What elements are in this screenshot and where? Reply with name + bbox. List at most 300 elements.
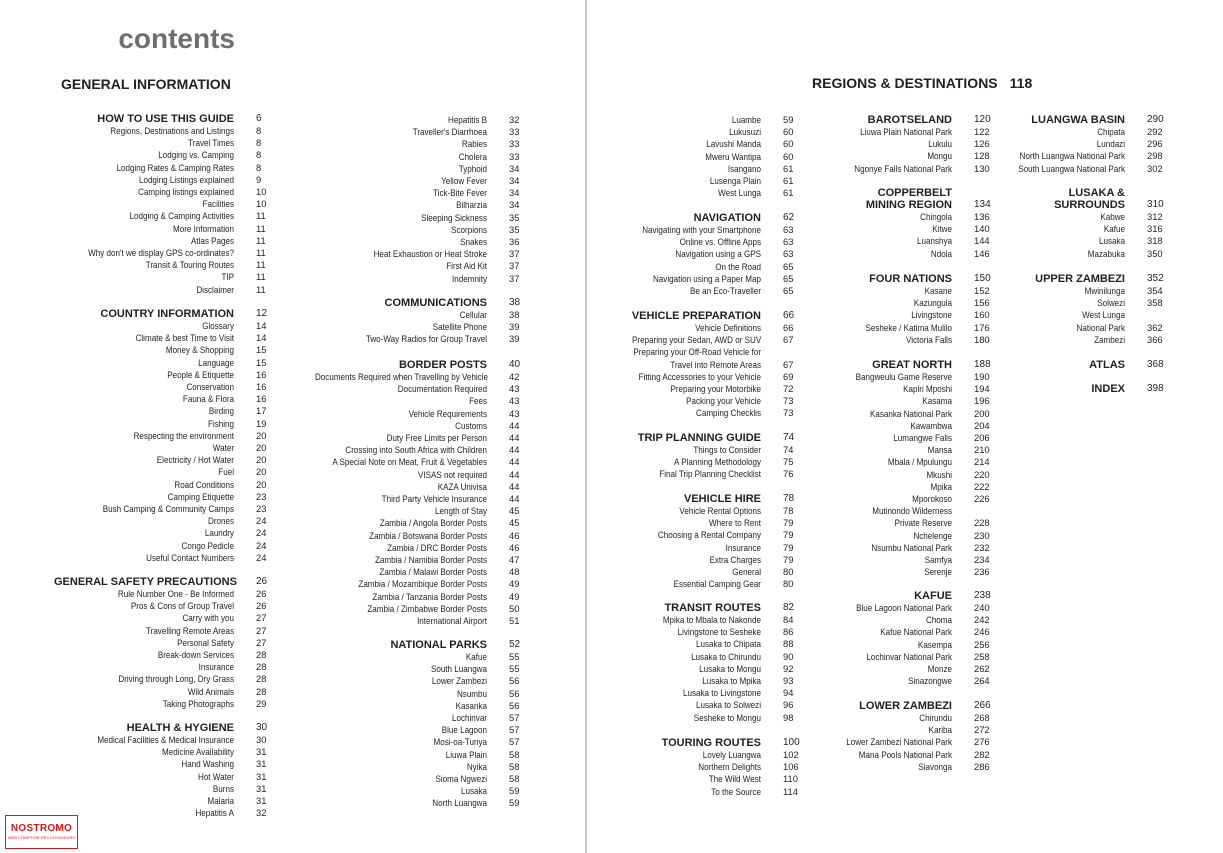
entry-page-number: 190 xyxy=(974,371,990,382)
entry-label: Kafue xyxy=(465,651,487,662)
toc-section xyxy=(611,602,794,724)
entry-page-number: 31 xyxy=(256,746,267,758)
entry-label: Zambia / Angola Border Posts xyxy=(379,517,487,529)
toc-section xyxy=(822,700,991,773)
toc-entry xyxy=(54,320,267,332)
section-page-number: 352 xyxy=(1147,273,1164,284)
toc-entry xyxy=(54,527,267,539)
entry-page-number: 57 xyxy=(509,736,520,748)
toc-entry xyxy=(54,186,266,198)
entry-page-number: 79 xyxy=(783,553,794,565)
entry-label: Essential Camping Gear xyxy=(673,578,761,590)
entry-label: Kasanka xyxy=(455,699,487,711)
toc-entry xyxy=(822,651,991,663)
toc-entry xyxy=(54,491,267,503)
toc-entry xyxy=(822,530,991,542)
toc-entry xyxy=(611,675,794,687)
entry-page-number: 51 xyxy=(509,615,520,627)
toc-entry xyxy=(822,626,991,638)
entry-label: Lodging vs. Camping xyxy=(158,149,234,161)
toc-entry xyxy=(54,332,267,344)
entry-label: Mporokoso xyxy=(912,493,952,505)
toc-entry xyxy=(822,505,991,517)
entry-label: Mpika to Mbala to Nakonde xyxy=(662,614,761,625)
entry-label: Nchelenge xyxy=(913,529,952,541)
entry-page-number: 75 xyxy=(783,456,794,468)
toc-section xyxy=(985,273,1164,346)
toc-entry xyxy=(822,408,991,420)
entry-label: Driving through Long, Dry Grass xyxy=(118,673,234,685)
section-page-number: 74 xyxy=(783,432,795,443)
entry-page-number: 45 xyxy=(509,517,520,529)
toc-entry xyxy=(287,469,520,481)
toc-entry xyxy=(822,383,991,395)
entry-page-number: 65 xyxy=(783,285,794,297)
section-page-number: 82 xyxy=(783,602,795,613)
entry-label: Victoria Falls xyxy=(905,333,952,345)
section-title: GREAT NORTH xyxy=(872,359,952,371)
toc-section-heading xyxy=(822,114,991,126)
toc-section xyxy=(287,359,520,627)
entry-label: Useful Contact Numbers xyxy=(146,551,234,563)
entry-page-number: 10 xyxy=(256,186,267,198)
entry-page-number: 206 xyxy=(974,432,990,444)
entry-page-number: 144 xyxy=(974,235,990,247)
entry-page-number: 350 xyxy=(1147,247,1163,259)
toc-entry xyxy=(822,736,991,748)
toc-entry xyxy=(985,211,1164,223)
entry-label: Mpika xyxy=(930,480,952,492)
entry-page-number: 66 xyxy=(783,322,794,333)
toc-entry xyxy=(822,639,991,651)
toc-entry xyxy=(611,529,794,541)
section-page-number: 120 xyxy=(974,114,991,125)
toc-entry xyxy=(54,649,267,661)
toc-entry xyxy=(287,138,519,150)
entry-page-number: 86 xyxy=(783,626,794,638)
toc-entry xyxy=(611,663,794,675)
toc-section xyxy=(611,114,793,199)
toc-entry xyxy=(611,395,794,407)
toc-entry xyxy=(54,430,267,442)
entry-page-number: 234 xyxy=(974,554,990,566)
toc-entry xyxy=(54,466,267,478)
entry-page-number: 318 xyxy=(1147,235,1163,247)
toc-entry xyxy=(611,187,793,199)
section-title: COUNTRY INFORMATION xyxy=(100,308,234,320)
toc-entry xyxy=(54,734,267,746)
entry-page-number: 228 xyxy=(974,517,990,529)
entry-page-number: 316 xyxy=(1147,223,1163,235)
entry-page-number: 17 xyxy=(256,405,267,417)
entry-label: Northern Delights xyxy=(698,761,761,773)
entry-page-number: 60 xyxy=(783,138,794,150)
entry-page-number: 15 xyxy=(256,356,267,368)
entry-label: Lusaka xyxy=(1098,235,1125,247)
entry-page-number: 286 xyxy=(974,760,990,772)
entry-label: Mazabuka xyxy=(1087,247,1125,259)
entry-label: Kariba xyxy=(928,724,952,736)
toc-section xyxy=(611,432,794,481)
entry-label: Fitting Accessories to your Vehicle xyxy=(638,370,761,382)
entry-page-number: 362 xyxy=(1147,321,1163,333)
toc-entry xyxy=(822,211,991,223)
toc-entry xyxy=(985,334,1164,346)
entry-label: Hepatitis A xyxy=(195,807,234,819)
toc-entry xyxy=(822,542,991,554)
entry-label: Sleeping Sickness xyxy=(421,211,487,223)
entry-label: Lochinvar xyxy=(452,712,487,724)
entry-label: Lower Zambezi xyxy=(431,675,487,687)
entry-label: Indemnity xyxy=(452,272,487,284)
entry-label: Kawambwa xyxy=(910,419,952,431)
toc-entry xyxy=(822,675,991,687)
entry-page-number: 46 xyxy=(509,541,520,553)
toc-entry xyxy=(287,260,519,272)
entry-label: Livingstone to Sesheke xyxy=(677,626,761,638)
toc-entry xyxy=(985,223,1164,235)
section-page-number: 266 xyxy=(974,700,991,711)
entry-label: Zambia / Namibia Border Posts xyxy=(374,554,487,566)
toc-entry xyxy=(822,493,991,505)
toc-entry xyxy=(54,454,267,466)
toc-entry xyxy=(611,505,794,517)
entry-label: TIP xyxy=(221,271,234,283)
entry-label: KAZA Univisa xyxy=(437,480,487,492)
entry-page-number: 76 xyxy=(783,468,794,480)
toc-section-heading xyxy=(822,590,991,602)
entry-page-number: 34 xyxy=(509,175,520,187)
entry-label: Facilities xyxy=(202,198,234,210)
entry-page-number: 19 xyxy=(256,417,267,429)
entry-label: Why don't we display GPS co-ordinates? xyxy=(88,247,234,259)
toc-entry xyxy=(611,273,794,285)
entry-label: Choma xyxy=(925,614,952,626)
section-page-number: 62 xyxy=(783,212,795,223)
entry-label: Personal Safety xyxy=(177,636,234,648)
toc-section xyxy=(287,297,520,346)
section-page-number: 6 xyxy=(256,113,262,124)
entry-label: Regions, Destinations and Listings xyxy=(110,125,234,136)
toc-entry xyxy=(54,479,267,491)
toc-entry xyxy=(611,626,794,638)
section-title: SURROUNDS xyxy=(1054,199,1125,211)
toc-section xyxy=(611,212,794,297)
toc-entry xyxy=(287,797,520,809)
entry-page-number: 20 xyxy=(256,478,267,490)
entry-page-number: 59 xyxy=(509,785,520,797)
entry-page-number: 8 xyxy=(256,125,262,136)
entry-label: Serenje xyxy=(924,566,952,578)
toc-entry xyxy=(54,284,266,296)
toc-entry xyxy=(822,163,991,175)
entry-label: Mutinondo Wilderness xyxy=(872,505,952,517)
toc-entry xyxy=(611,261,794,273)
toc-entry xyxy=(822,712,991,724)
entry-page-number: 31 xyxy=(256,782,267,794)
entry-page-number: 49 xyxy=(509,578,520,590)
toc-entry xyxy=(54,149,266,161)
entry-page-number: 60 xyxy=(783,150,794,162)
entry-page-number: 312 xyxy=(1147,211,1163,222)
entry-page-number: 43 xyxy=(509,383,520,395)
entry-label: General xyxy=(732,566,761,578)
entry-label: Insurance xyxy=(725,541,761,553)
entry-page-number: 20 xyxy=(256,454,267,466)
entry-page-number: 28 xyxy=(256,673,267,685)
entry-page-number: 28 xyxy=(256,685,267,697)
toc-entry xyxy=(54,661,267,673)
entry-label: Nsumbu xyxy=(456,687,487,699)
toc-entry xyxy=(611,322,794,334)
entry-label: Pros & Cons of Group Travel xyxy=(130,600,234,612)
toc-entry xyxy=(287,371,520,383)
entry-page-number: 8 xyxy=(256,149,262,161)
toc-entry xyxy=(54,162,266,174)
entry-page-number: 194 xyxy=(974,383,990,395)
entry-label: Taking Photographs xyxy=(162,697,234,709)
entry-label: Hepatitis B xyxy=(448,114,487,125)
toc-section-heading xyxy=(54,722,267,734)
entry-page-number: 58 xyxy=(509,760,520,772)
section-page-number: 310 xyxy=(1147,199,1164,210)
toc-entry xyxy=(611,383,794,395)
entry-page-number: 282 xyxy=(974,748,990,760)
toc-entry xyxy=(54,771,267,783)
entry-label: Carry with you xyxy=(182,612,234,624)
entry-page-number: 63 xyxy=(783,236,794,248)
section-page-number: 66 xyxy=(783,310,795,321)
entry-page-number: 14 xyxy=(256,320,267,331)
toc-entry xyxy=(287,566,520,578)
toc-entry xyxy=(54,673,267,685)
toc-entry xyxy=(611,334,794,346)
entry-label: Kasane xyxy=(924,285,952,296)
entry-label: Travel into Remote Areas xyxy=(670,358,761,370)
entry-page-number: 73 xyxy=(783,407,794,419)
toc-entry xyxy=(54,357,267,369)
toc-entry xyxy=(287,688,520,700)
entry-label: Nyika xyxy=(466,760,487,772)
entry-label: More Information xyxy=(173,222,234,234)
entry-page-number: 31 xyxy=(256,770,267,782)
entry-label: Samfya xyxy=(924,554,952,566)
entry-label: Mbala / Mpulungu xyxy=(887,456,952,468)
entry-page-number: 93 xyxy=(783,675,794,687)
entry-page-number: 50 xyxy=(509,602,520,614)
toc-entry xyxy=(287,199,519,211)
toc-entry xyxy=(611,517,794,529)
logo-text: NOSTROMO xyxy=(10,823,73,834)
toc-section-heading xyxy=(822,359,991,371)
entry-label: Road Conditions xyxy=(174,478,234,490)
entry-page-number: 44 xyxy=(509,444,520,456)
toc-entry xyxy=(287,761,520,773)
section-title: TRANSIT ROUTES xyxy=(664,602,761,614)
entry-page-number: 69 xyxy=(783,370,794,382)
entry-label: Lodging Listings explained xyxy=(138,173,234,185)
entry-label: Lovely Luangwa xyxy=(702,749,761,760)
entry-label: Lusaka to Chipata xyxy=(696,638,761,650)
entry-label: Luanshya xyxy=(917,235,952,247)
general-information-heading: GENERAL INFORMATION xyxy=(61,76,231,92)
entry-label: Fees xyxy=(469,395,487,407)
entry-label: Yellow Fever xyxy=(441,175,487,187)
entry-label: Navigating with your Smartphone xyxy=(642,224,761,235)
entry-label: Isangano xyxy=(727,162,761,174)
toc-entry xyxy=(287,663,520,675)
entry-label: Things to Consider xyxy=(693,444,761,455)
toc-entry xyxy=(985,322,1164,334)
toc-entry xyxy=(287,187,519,199)
entry-page-number: 61 xyxy=(783,187,794,199)
entry-label: Kafue xyxy=(1103,223,1125,235)
toc-entry xyxy=(287,432,520,444)
entry-label: Where to Rent xyxy=(709,517,761,529)
entry-label: Customs xyxy=(455,419,487,431)
toc-entry xyxy=(611,554,794,566)
entry-label: Sinazongwe xyxy=(908,675,952,687)
toc-entry xyxy=(54,381,267,393)
entry-label: Kasama xyxy=(922,395,952,407)
toc-entry xyxy=(611,371,794,383)
entry-label: Break-down Services xyxy=(157,649,234,661)
toc-section xyxy=(822,359,991,578)
entry-page-number: 60 xyxy=(783,126,794,138)
entry-label: Vehicle Requirements xyxy=(408,407,487,419)
entry-label: Cellular xyxy=(459,309,487,320)
entry-page-number: 55 xyxy=(509,651,520,662)
toc-entry xyxy=(611,773,800,785)
toc-entry xyxy=(611,138,793,150)
toc-entry xyxy=(287,724,520,736)
toc-section-heading xyxy=(611,310,794,322)
toc-entry xyxy=(822,566,991,578)
entry-label: Lusaka xyxy=(460,785,487,797)
entry-page-number: 11 xyxy=(256,271,266,283)
entry-page-number: 48 xyxy=(509,566,520,578)
entry-label: Lumangwe Falls xyxy=(893,432,952,444)
entry-label: Kapiri Mposhi xyxy=(903,383,952,395)
entry-label: Lodging Rates & Camping Rates xyxy=(116,161,234,173)
entry-page-number: 39 xyxy=(509,333,520,345)
entry-page-number: 59 xyxy=(783,114,794,125)
toc-section xyxy=(287,639,520,810)
entry-label: Lukusuzi xyxy=(729,126,761,138)
toc-entry xyxy=(54,405,267,417)
entry-label: Fauna & Flora xyxy=(182,393,234,405)
toc-entry xyxy=(822,517,991,529)
entry-page-number xyxy=(1125,309,1147,321)
toc-entry xyxy=(287,773,520,785)
entry-label: Typhoid xyxy=(458,162,487,174)
entry-label: North Luangwa xyxy=(432,797,487,809)
entry-label: Third Party Vehicle Insurance xyxy=(381,493,487,505)
entry-label: Malaria xyxy=(207,795,234,807)
toc-entry xyxy=(985,150,1164,162)
entry-page-number: 236 xyxy=(974,566,990,578)
entry-page-number: 11 xyxy=(256,247,266,259)
toc-entry xyxy=(54,393,267,405)
entry-label: Length of Stay xyxy=(434,505,487,517)
toc-entry xyxy=(287,420,520,432)
section-page-number: 238 xyxy=(974,590,991,601)
entry-label: Mongu xyxy=(927,150,952,162)
entry-label: Livingstone xyxy=(911,309,952,321)
entry-page-number: 96 xyxy=(783,699,794,711)
toc-entry xyxy=(287,321,520,333)
entry-label: Preparing your Motorbike xyxy=(670,383,761,395)
entry-page-number: 358 xyxy=(1147,297,1163,309)
section-page-number: 290 xyxy=(1147,114,1164,125)
toc-section xyxy=(985,114,1164,175)
entry-label: Blue Lagoon xyxy=(441,724,487,736)
section-page-number: 52 xyxy=(509,639,521,650)
entry-page-number: 232 xyxy=(974,541,990,553)
toc-entry xyxy=(54,271,266,283)
toc-section-heading xyxy=(54,308,267,320)
entry-page-number: 63 xyxy=(783,224,794,235)
toc-section-heading xyxy=(54,576,267,588)
toc-entry xyxy=(611,687,794,699)
entry-page-number: 176 xyxy=(974,321,990,333)
entry-page-number: 136 xyxy=(974,211,990,222)
toc-entry xyxy=(611,651,794,663)
entry-page-number: 65 xyxy=(783,272,794,284)
entry-page-number: 16 xyxy=(256,368,267,380)
entry-label: Kitwe xyxy=(932,223,952,235)
toc-section xyxy=(54,722,267,819)
toc-entry xyxy=(611,114,793,126)
entry-label: Liuwa Plain National Park xyxy=(860,126,952,137)
entry-page-number: 67 xyxy=(783,334,794,346)
entry-label: Mkushi xyxy=(926,468,952,480)
toc-entry xyxy=(611,163,793,175)
toc-entry xyxy=(611,749,800,761)
entry-page-number: 72 xyxy=(783,383,794,395)
entry-label: Mana Pools National Park xyxy=(858,748,952,760)
entry-label: Ngonye Falls National Park xyxy=(854,162,952,174)
toc-entry xyxy=(611,786,800,798)
toc-section-heading xyxy=(54,113,266,125)
entry-label: Language xyxy=(198,356,234,368)
toc-entry xyxy=(54,503,267,515)
entry-label: Zambia / Mozambique Border Posts xyxy=(358,578,487,590)
entry-label: Birding xyxy=(208,405,234,417)
entry-page-number: 354 xyxy=(1147,285,1163,296)
toc-entry xyxy=(822,150,991,162)
toc-entry xyxy=(822,481,991,493)
toc-entry xyxy=(822,602,991,614)
entry-page-number: 156 xyxy=(974,297,990,309)
toc-entry xyxy=(822,663,991,675)
entry-label: South Luangwa National Park xyxy=(1018,162,1125,174)
entry-page-number: 264 xyxy=(974,675,990,687)
entry-page-number: 160 xyxy=(974,309,990,321)
entry-label: Lusaka to Solwezi xyxy=(696,699,761,711)
toc-section-heading xyxy=(611,602,794,614)
toc-entry xyxy=(287,212,519,224)
entry-label: Atlas Pages xyxy=(190,234,234,246)
entry-page-number: 92 xyxy=(783,662,794,674)
entry-label: Extra Charges xyxy=(709,553,761,565)
entry-page-number: 256 xyxy=(974,638,990,650)
entry-label: Monze xyxy=(927,663,952,675)
toc-section xyxy=(611,310,794,420)
entry-page-number: 80 xyxy=(783,566,794,578)
toc-entry xyxy=(287,408,520,420)
entry-label: Be an Eco-Traveller xyxy=(690,285,761,297)
